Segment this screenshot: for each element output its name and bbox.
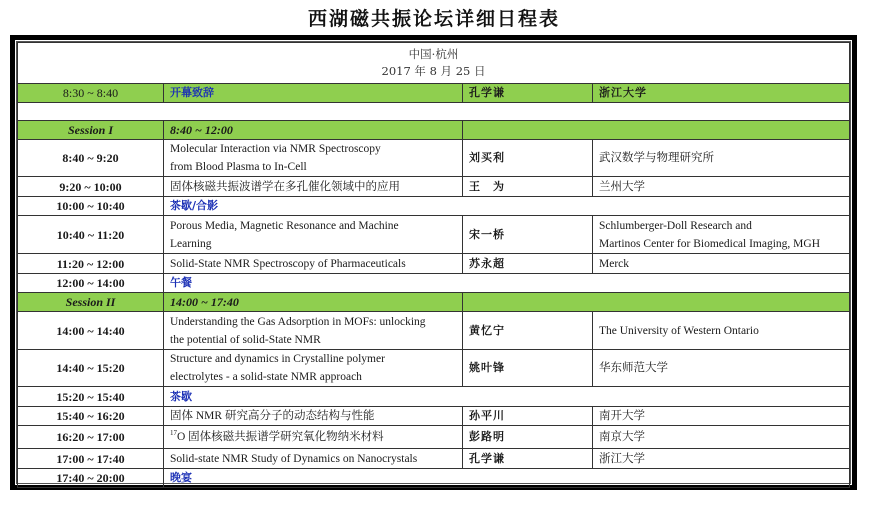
break-row [18,469,850,488]
session-row-2 [18,293,850,312]
talk-title: 固体 NMR 研究高分子的动态结构与性能 [164,407,463,426]
speaker-name: 彭路明 [463,426,593,449]
talk-time: 9:20 ~ 10:00 [18,177,164,197]
table-row [18,449,850,469]
talk-title: 固体核磁共振波谱学在多孔催化领域中的应用 [164,177,463,197]
talk-title-line: Understanding the Gas Adsorption in MOFs: unlocking [170,315,426,328]
break-row [18,197,850,216]
institution: 南开大学 [593,407,850,426]
table-row [18,140,850,177]
talk-title-line: from Blood Plasma to In-Cell [170,161,307,173]
institution: 华东师范大学 [593,350,850,387]
talk-title-text: O 固体核磁共振谱学研究氧化物纳米材料 [177,431,384,443]
talk-title: Solid-state NMR Study of Dynamics on Nanocrystals [164,449,463,469]
talk-title-line: Molecular Interaction via NMR Spectroscopy [170,143,381,155]
talk-title-line: Learning [170,237,212,250]
break-label: 午餐 [164,274,850,293]
session-filler [463,293,850,312]
break-label: 茶歇/合影 [164,197,850,216]
talk-title: Solid-State NMR Spectroscopy of Pharmaceuticals [164,254,463,274]
talk-time: 14:40 ~ 15:20 [18,350,164,387]
spacer-row [18,103,850,121]
talk-time: 11:20 ~ 12:00 [18,254,164,274]
opening-row [18,84,850,103]
break-row [18,387,850,407]
talk-title-line: electrolytes - a solid-state NMR approach [170,371,362,383]
spacer-cell [18,103,850,121]
speaker-name: 孙平川 [463,407,593,426]
talk-time: 10:40 ~ 11:20 [18,216,164,254]
opening-title: 开幕致辞 [164,84,463,103]
talk-title-line: Porous Media, Magnetic Resonance and Machine [170,219,399,232]
speaker-name: 苏永超 [463,254,593,274]
institution: The University of Western Ontario [593,312,850,350]
talk-time: 17:00 ~ 17:40 [18,449,164,469]
talk-title [164,312,463,350]
break-row [18,274,850,293]
session-time: 14:00 ~ 17:40 [164,293,463,312]
schedule-table [17,42,850,488]
header-cell [18,43,850,84]
speaker-name: 孔学谦 [463,449,593,469]
header-row [18,43,850,84]
speaker-name: 姚叶锋 [463,350,593,387]
location-text: 中国·杭州 [408,47,459,61]
talk-time: 14:00 ~ 14:40 [18,312,164,350]
table-row [18,177,850,197]
break-time: 12:00 ~ 14:00 [18,274,164,293]
opening-time: 8:30 ~ 8:40 [18,84,164,103]
session-filler [463,121,850,140]
institution: 浙江大学 [593,449,850,469]
talk-title-line: the potential of solid-State NMR [170,333,321,346]
session-row-1 [18,121,850,140]
institution: 兰州大学 [593,177,850,197]
talk-time: 15:40 ~ 16:20 [18,407,164,426]
session-time: 8:40 ~ 12:00 [164,121,463,140]
institution: 南京大学 [593,426,850,449]
opening-institution: 浙江大学 [593,84,850,103]
speaker-name: 王 为 [463,177,593,197]
break-label: 茶歇 [164,387,850,407]
talk-title [164,140,463,177]
talk-title [164,426,463,449]
opening-speaker: 孔学谦 [463,84,593,103]
schedule-inner-border [16,41,851,484]
talk-time: 16:20 ~ 17:00 [18,426,164,449]
institution [593,216,850,254]
table-row [18,254,850,274]
institution: 武汉数学与物理研究所 [593,140,850,177]
date-text: 2017 年 8 月 25 日 [381,64,486,78]
table-row [18,216,850,254]
talk-title [164,350,463,387]
talk-time: 8:40 ~ 9:20 [18,140,164,177]
break-time: 10:00 ~ 10:40 [18,197,164,216]
institution-line: Schlumberger-Doll Research and [599,219,752,232]
break-time: 17:40 ~ 20:00 [18,469,164,488]
speaker-name: 黄忆宁 [463,312,593,350]
break-time: 15:20 ~ 15:40 [18,387,164,407]
institution-line: Martinos Center for Biomedical Imaging, MGH [599,237,821,250]
speaker-name: 刘买利 [463,140,593,177]
speaker-name: 宋一桥 [463,216,593,254]
institution: Merck [593,254,850,274]
table-row [18,350,850,387]
table-row [18,407,850,426]
session-label: Session I [18,121,164,140]
table-row [18,312,850,350]
break-label: 晚宴 [164,469,850,488]
page-title: 西湖磁共振论坛详细日程表 [307,8,560,30]
table-row [18,426,850,449]
session-label: Session II [18,293,164,312]
talk-title-line: Structure and dynamics in Crystalline polymer [170,353,385,365]
isotope-superscript: 17 [170,429,177,438]
talk-title [164,216,463,254]
schedule-frame [10,35,857,490]
